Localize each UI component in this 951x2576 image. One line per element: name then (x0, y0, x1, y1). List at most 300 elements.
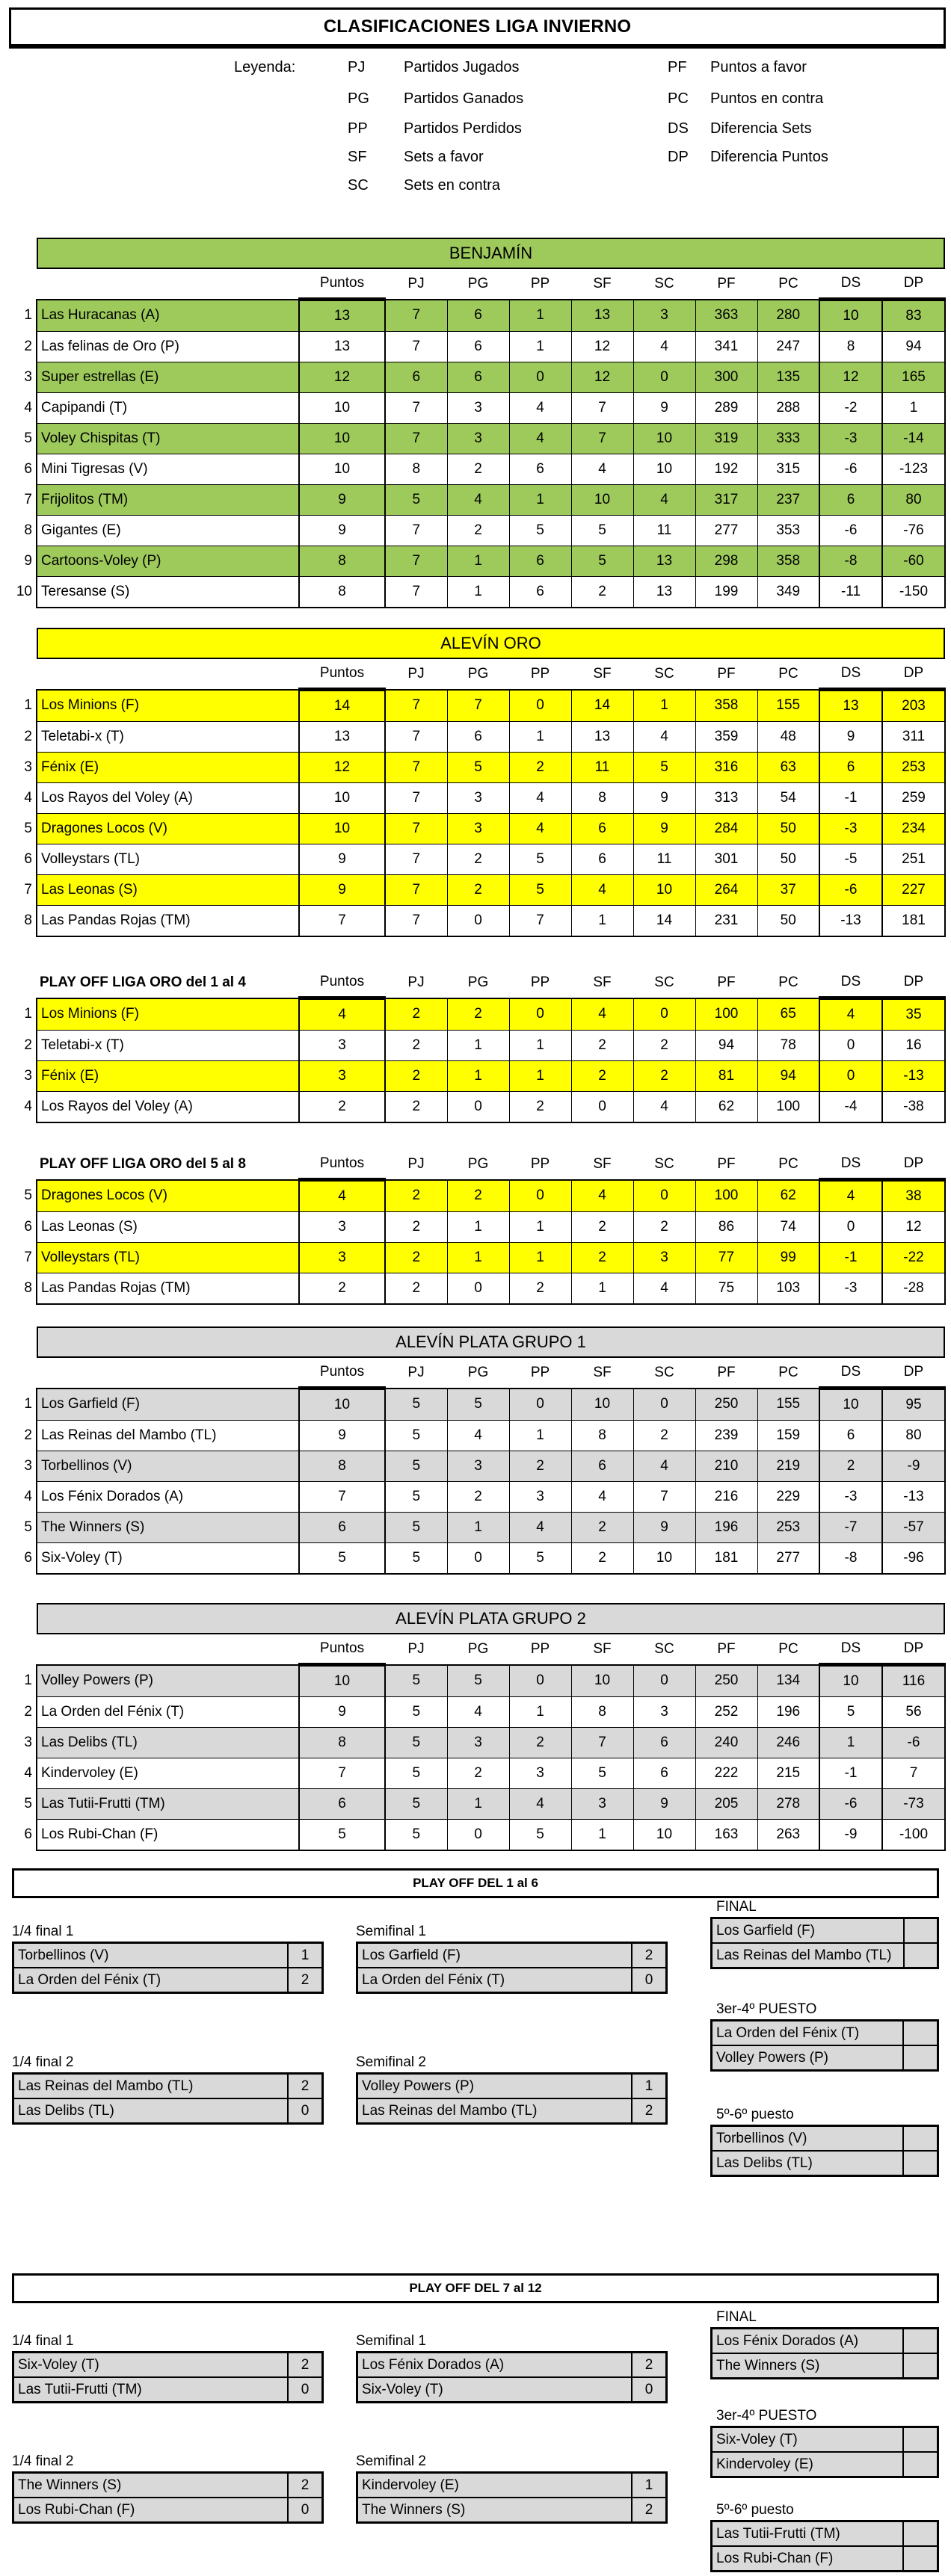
stat-cell: 8 (571, 1421, 633, 1451)
stat-cell: 1 (509, 1421, 571, 1451)
standings-row (16, 1758, 945, 1789)
standings-playoff-oro-1-4 (16, 968, 946, 1123)
match-row (13, 2074, 323, 2099)
match-table (12, 2471, 324, 2524)
stat-cell: 8 (819, 332, 882, 362)
match-box-qf1 (12, 2333, 324, 2403)
stat-cell: 358 (757, 546, 819, 577)
match-row (13, 2498, 323, 2523)
stat-cell: 5 (385, 1697, 447, 1728)
column-header-pg: PG (447, 1358, 509, 1389)
column-header-pg: PG (447, 1634, 509, 1665)
score-cell: 2 (288, 2473, 323, 2498)
stat-cell: 3 (447, 393, 509, 424)
stat-cell: -9 (882, 1451, 945, 1482)
stat-cell: -6 (819, 454, 882, 485)
standings-playoff-oro-5-8 (16, 1149, 946, 1305)
stat-cell: 288 (757, 393, 819, 424)
score-cell: 2 (632, 2098, 667, 2124)
standings-row (16, 875, 945, 906)
stat-cell: 3 (447, 424, 509, 454)
standings-row (16, 1180, 945, 1212)
stat-cell: 8 (571, 783, 633, 814)
position-cell: 4 (24, 790, 32, 806)
stat-cell: 2 (819, 1451, 882, 1482)
stat-cell: -22 (882, 1243, 945, 1273)
standings-table (16, 968, 946, 1123)
stat-cell: 1 (882, 393, 945, 424)
stat-cell: 5 (385, 1513, 447, 1543)
stat-cell: 0 (819, 1061, 882, 1092)
stat-cell: 6 (509, 546, 571, 577)
stat-cell: 7 (299, 1482, 385, 1513)
stat-cell: 2 (509, 1273, 571, 1305)
stat-cell: 0 (447, 1820, 509, 1851)
stat-cell: 2 (385, 1031, 447, 1061)
stat-cell: 5 (299, 1543, 385, 1575)
score-cell: 2 (632, 1943, 667, 1968)
standings-row (16, 546, 945, 577)
column-header-dp: DP (882, 1149, 945, 1180)
match-table (12, 2072, 324, 2125)
stat-cell: 5 (299, 1820, 385, 1851)
stat-cell: 2 (571, 1543, 633, 1575)
stat-cell: 315 (757, 454, 819, 485)
stat-cell: 5 (385, 1482, 447, 1513)
column-header-row (16, 1634, 945, 1665)
match-label: 1/4 final 1 (12, 1924, 74, 1939)
team-name-cell: Las Reinas del Mambo (TL) (37, 1421, 299, 1451)
column-header-pc: PC (757, 1358, 819, 1389)
standings-row (16, 1665, 945, 1697)
standings-row (16, 332, 945, 362)
stat-cell: 99 (757, 1243, 819, 1273)
stat-cell: 3 (447, 783, 509, 814)
stat-cell: 6 (819, 1421, 882, 1451)
legend-abbr: PG (348, 90, 369, 107)
team-name-cell: Dragones Locos (V) (37, 814, 299, 844)
match-box-qf2 (12, 2054, 324, 2125)
stat-cell: 6 (447, 300, 509, 332)
stat-cell: 0 (509, 998, 571, 1031)
stat-cell: -9 (819, 1820, 882, 1851)
team-name-cell: Dragones Locos (V) (37, 1180, 299, 1212)
match-row (712, 1918, 938, 1944)
stat-cell: 10 (299, 1389, 385, 1421)
column-header-pj: PJ (385, 1634, 447, 1665)
match-label: 1/4 final 2 (12, 2054, 74, 2070)
stat-cell: 100 (757, 1092, 819, 1123)
stat-cell: 14 (571, 690, 633, 722)
position-cell: 4 (24, 1765, 32, 1781)
stat-cell: 7 (385, 577, 447, 608)
stat-cell: 13 (571, 300, 633, 332)
team-name-cell: Las Delibs (TL) (13, 2098, 289, 2124)
stat-cell: 210 (695, 1451, 757, 1482)
stat-cell: 7 (385, 300, 447, 332)
stat-cell: 155 (757, 690, 819, 722)
position-cell: 7 (24, 882, 32, 898)
stat-cell: 259 (882, 783, 945, 814)
team-name-cell: La Orden del Fénix (T) (13, 1968, 289, 1993)
stat-cell: 78 (757, 1031, 819, 1061)
stat-cell: 4 (633, 1451, 695, 1482)
stat-cell: 10 (633, 454, 695, 485)
standings-row (16, 454, 945, 485)
stat-cell: 7 (385, 722, 447, 753)
stat-cell: 9 (299, 875, 385, 906)
team-name-cell: Los Fénix Dorados (A) (357, 2353, 633, 2378)
standings-row (16, 577, 945, 608)
stat-cell: 2 (633, 1212, 695, 1243)
stat-cell: 229 (757, 1482, 819, 1513)
column-header-ds: DS (819, 269, 882, 300)
column-header-puntos: Puntos (299, 1634, 385, 1665)
match-box-final (710, 2309, 939, 2379)
score-cell: 1 (632, 2473, 667, 2498)
stat-cell: 216 (695, 1482, 757, 1513)
stat-cell: 5 (385, 1665, 447, 1697)
bracket-title: PLAY OFF DEL 1 al 6 (12, 1868, 939, 1898)
column-header-ds: DS (819, 1358, 882, 1389)
team-name-cell: Los Fénix Dorados (A) (37, 1482, 299, 1513)
match-table (356, 2072, 668, 2125)
stat-cell: 181 (695, 1543, 757, 1575)
stat-cell: 196 (695, 1513, 757, 1543)
team-name-cell: Las Tutii-Frutti (TM) (712, 2521, 904, 2547)
stat-cell: -6 (819, 875, 882, 906)
stat-cell: 135 (757, 362, 819, 393)
stat-cell: 250 (695, 1665, 757, 1697)
stat-cell: 0 (633, 1389, 695, 1421)
standings-table (16, 269, 946, 608)
stat-cell: 4 (447, 485, 509, 516)
stat-cell: 13 (633, 546, 695, 577)
stat-cell: 7 (385, 753, 447, 783)
position-cell: 2 (24, 339, 32, 354)
stat-cell: 1 (571, 906, 633, 937)
match-box-sf2 (356, 2453, 668, 2524)
stat-cell: 7 (385, 844, 447, 875)
match-row (13, 2377, 323, 2403)
position-cell: 4 (24, 1489, 32, 1504)
stat-cell: 13 (299, 722, 385, 753)
stat-cell: 5 (447, 753, 509, 783)
stat-cell: 13 (299, 332, 385, 362)
stat-cell: 277 (757, 1543, 819, 1575)
column-header-dp: DP (882, 968, 945, 998)
stat-cell: 2 (299, 1273, 385, 1305)
stat-cell: 313 (695, 783, 757, 814)
stat-cell: 4 (571, 1482, 633, 1513)
team-name-cell: Fénix (E) (37, 1061, 299, 1092)
team-name-cell: Torbellinos (V) (712, 2126, 904, 2152)
team-name-cell: Las Delibs (TL) (37, 1728, 299, 1758)
stat-cell: 7 (385, 690, 447, 722)
stat-cell: 6 (633, 1728, 695, 1758)
stat-cell: 0 (509, 690, 571, 722)
position-cell: 2 (24, 729, 32, 744)
stat-cell: 6 (819, 753, 882, 783)
column-header-sc: SC (633, 1634, 695, 1665)
stat-cell: 10 (633, 1543, 695, 1575)
team-name-cell: Las Reinas del Mambo (TL) (13, 2074, 289, 2099)
column-header-pg: PG (447, 1149, 509, 1180)
stat-cell: 1 (447, 1789, 509, 1820)
team-name-cell: Six-Voley (T) (37, 1543, 299, 1575)
stat-cell: 7 (385, 424, 447, 454)
position-cell: 6 (24, 1219, 32, 1235)
standings-benjamin (16, 238, 946, 608)
match-row (712, 1943, 938, 1968)
stat-cell: 263 (757, 1820, 819, 1851)
row-number-gutter (16, 1358, 37, 1389)
column-header-pj: PJ (385, 968, 447, 998)
match-label: Semifinal 2 (356, 2054, 426, 2070)
stat-cell: 80 (882, 1421, 945, 1451)
column-header-row (16, 659, 945, 690)
standings-row (16, 1543, 945, 1575)
stat-cell: 155 (757, 1389, 819, 1421)
stat-cell: 4 (633, 485, 695, 516)
stat-cell: 2 (447, 1758, 509, 1789)
match-table (356, 1942, 668, 1994)
stat-cell: 1 (509, 1243, 571, 1273)
standings-row (16, 844, 945, 875)
stat-cell: 11 (633, 844, 695, 875)
match-row (712, 2353, 938, 2379)
stat-cell: 2 (299, 1092, 385, 1123)
stat-cell: 2 (633, 1061, 695, 1092)
column-header-dp: DP (882, 1358, 945, 1389)
match-label: 1/4 final 1 (12, 2333, 74, 2349)
column-header-ds: DS (819, 1634, 882, 1665)
column-header-row (16, 1358, 945, 1389)
stat-cell: -150 (882, 577, 945, 608)
score-cell: 0 (288, 2498, 323, 2523)
stat-cell: 62 (757, 1180, 819, 1212)
position-cell: 5 (24, 1187, 32, 1203)
column-header-sf: SF (571, 659, 633, 690)
standings-row (16, 1789, 945, 1820)
team-name-cell: Cartoons-Voley (P) (37, 546, 299, 577)
stat-cell: 311 (882, 722, 945, 753)
team-name-cell: Teletabi-x (T) (37, 1031, 299, 1061)
team-name-cell: Los Rubi-Chan (F) (13, 2498, 289, 2523)
stat-cell: 9 (299, 1697, 385, 1728)
stat-cell: 4 (509, 783, 571, 814)
score-cell (903, 2329, 938, 2354)
stat-cell: 5 (509, 875, 571, 906)
column-header-dp: DP (882, 269, 945, 300)
stat-cell: 4 (447, 1697, 509, 1728)
match-label: 1/4 final 2 (12, 2453, 74, 2469)
team-name-cell: Los Rayos del Voley (A) (37, 1092, 299, 1123)
stat-cell: -7 (819, 1513, 882, 1543)
score-cell (904, 1943, 938, 1968)
column-header-sc: SC (633, 1149, 695, 1180)
stat-cell: 227 (882, 875, 945, 906)
stat-cell: 3 (633, 300, 695, 332)
standings-row (16, 1421, 945, 1451)
team-name-cell: The Winners (S) (13, 2473, 289, 2498)
match-label: 5º-6º puesto (716, 2107, 794, 2122)
stat-cell: 1 (509, 485, 571, 516)
team-name-cell: Gigantes (E) (37, 516, 299, 546)
stat-cell: 231 (695, 906, 757, 937)
stat-cell: 12 (571, 332, 633, 362)
stat-cell: 5 (385, 1820, 447, 1851)
match-table (710, 2520, 939, 2572)
match-table (12, 1942, 324, 1994)
stat-cell: 280 (757, 300, 819, 332)
stat-cell: 3 (509, 1482, 571, 1513)
stat-cell: 2 (385, 1180, 447, 1212)
stat-cell: 83 (882, 300, 945, 332)
stat-cell: 14 (633, 906, 695, 937)
stat-cell: 10 (571, 1665, 633, 1697)
match-box-sf1 (356, 2333, 668, 2403)
column-header-sf: SF (571, 269, 633, 300)
standings-row (16, 690, 945, 722)
match-table (710, 2019, 939, 2072)
match-row (357, 1943, 667, 1968)
stat-cell: 75 (695, 1273, 757, 1305)
standings-row (16, 1451, 945, 1482)
score-cell: 0 (288, 2377, 323, 2403)
legend-abbr: PP (348, 120, 368, 137)
standings-row (16, 1212, 945, 1243)
stat-cell: 319 (695, 424, 757, 454)
stat-cell: 6 (299, 1789, 385, 1820)
stat-cell: 5 (447, 1665, 509, 1697)
stat-cell: 0 (509, 1665, 571, 1697)
stat-cell: 5 (819, 1697, 882, 1728)
legend-desc: Sets a favor (404, 149, 484, 165)
match-box-fifth (710, 2107, 939, 2177)
score-cell: 2 (288, 2353, 323, 2378)
table-title-cell (37, 269, 299, 300)
score-cell (903, 2521, 938, 2547)
standings-table (16, 1149, 946, 1305)
team-name-cell: Volley Powers (P) (712, 2045, 904, 2071)
legend-desc: Puntos en contra (710, 90, 824, 107)
stat-cell: 74 (757, 1212, 819, 1243)
stat-cell: 5 (385, 1421, 447, 1451)
position-cell: 3 (24, 369, 32, 385)
stat-cell: 3 (299, 1031, 385, 1061)
stat-cell: 1 (509, 300, 571, 332)
column-header-sc: SC (633, 968, 695, 998)
team-name-cell: Volleystars (TL) (37, 1243, 299, 1273)
legend-abbr: DP (668, 149, 689, 165)
stat-cell: 250 (695, 1389, 757, 1421)
match-box-qf1 (12, 1924, 324, 1994)
match-row (13, 1968, 323, 1993)
standings-alevin-oro (16, 628, 946, 937)
team-name-cell: Super estrellas (E) (37, 362, 299, 393)
standings-alevin-plata-1 (16, 1326, 946, 1575)
stat-cell: 4 (509, 1789, 571, 1820)
standings-row (16, 424, 945, 454)
stat-cell: 222 (695, 1758, 757, 1789)
stat-cell: 86 (695, 1212, 757, 1243)
position-cell: 2 (24, 1704, 32, 1720)
column-header-pp: PP (509, 659, 571, 690)
match-row (13, 2353, 323, 2378)
column-header-sc: SC (633, 1358, 695, 1389)
stat-cell: 205 (695, 1789, 757, 1820)
team-name-cell: Los Fénix Dorados (A) (712, 2329, 904, 2354)
stat-cell: 103 (757, 1273, 819, 1305)
column-header-pj: PJ (385, 1149, 447, 1180)
team-name-cell: Las Reinas del Mambo (TL) (712, 1943, 904, 1968)
stat-cell: 12 (299, 362, 385, 393)
stat-cell: 1 (447, 1243, 509, 1273)
match-row (13, 2473, 323, 2498)
match-row (712, 2521, 938, 2547)
score-cell: 1 (632, 2074, 667, 2099)
position-cell: 6 (24, 1550, 32, 1566)
stat-cell: 5 (509, 516, 571, 546)
stat-cell: 203 (882, 690, 945, 722)
team-name-cell: La Orden del Fénix (T) (37, 1697, 299, 1728)
stat-cell: 234 (882, 814, 945, 844)
section-title-band: ALEVÍN ORO (37, 628, 945, 659)
team-name-cell: Las felinas de Oro (P) (37, 332, 299, 362)
column-header-sc: SC (633, 269, 695, 300)
stat-cell: 2 (571, 1061, 633, 1092)
standings-row (16, 814, 945, 844)
stat-cell: 6 (571, 844, 633, 875)
stat-cell: 81 (695, 1061, 757, 1092)
position-cell: 4 (24, 400, 32, 416)
stat-cell: 14 (299, 690, 385, 722)
stat-cell: 1 (447, 1061, 509, 1092)
column-header-dp: DP (882, 659, 945, 690)
match-row (357, 1968, 667, 1993)
stat-cell: 1 (509, 332, 571, 362)
stat-cell: 4 (633, 332, 695, 362)
stat-cell: 0 (447, 1092, 509, 1123)
stat-cell: -38 (882, 1092, 945, 1123)
column-header-sf: SF (571, 1358, 633, 1389)
stat-cell: -6 (819, 516, 882, 546)
legend-desc: Diferencia Puntos (710, 149, 828, 165)
stat-cell: 2 (571, 1212, 633, 1243)
score-cell: 0 (632, 2377, 667, 2403)
position-cell: 3 (24, 1735, 32, 1750)
stat-cell: 10 (571, 1389, 633, 1421)
legend-abbr: PC (668, 90, 689, 107)
match-table (356, 2471, 668, 2524)
column-header-pj: PJ (385, 1358, 447, 1389)
stat-cell: 240 (695, 1728, 757, 1758)
standings-row (16, 362, 945, 393)
stat-cell: 192 (695, 454, 757, 485)
stat-cell: 1 (509, 1061, 571, 1092)
team-name-cell: Los Minions (F) (37, 690, 299, 722)
team-name-cell: Las Leonas (S) (37, 875, 299, 906)
stat-cell: 6 (509, 577, 571, 608)
stat-cell: 253 (882, 753, 945, 783)
stat-cell: 4 (571, 1180, 633, 1212)
score-cell (903, 2353, 938, 2379)
position-cell: 1 (24, 307, 32, 323)
stat-cell: 3 (299, 1061, 385, 1092)
legend-abbr: PJ (348, 59, 366, 75)
stat-cell: 4 (819, 1180, 882, 1212)
